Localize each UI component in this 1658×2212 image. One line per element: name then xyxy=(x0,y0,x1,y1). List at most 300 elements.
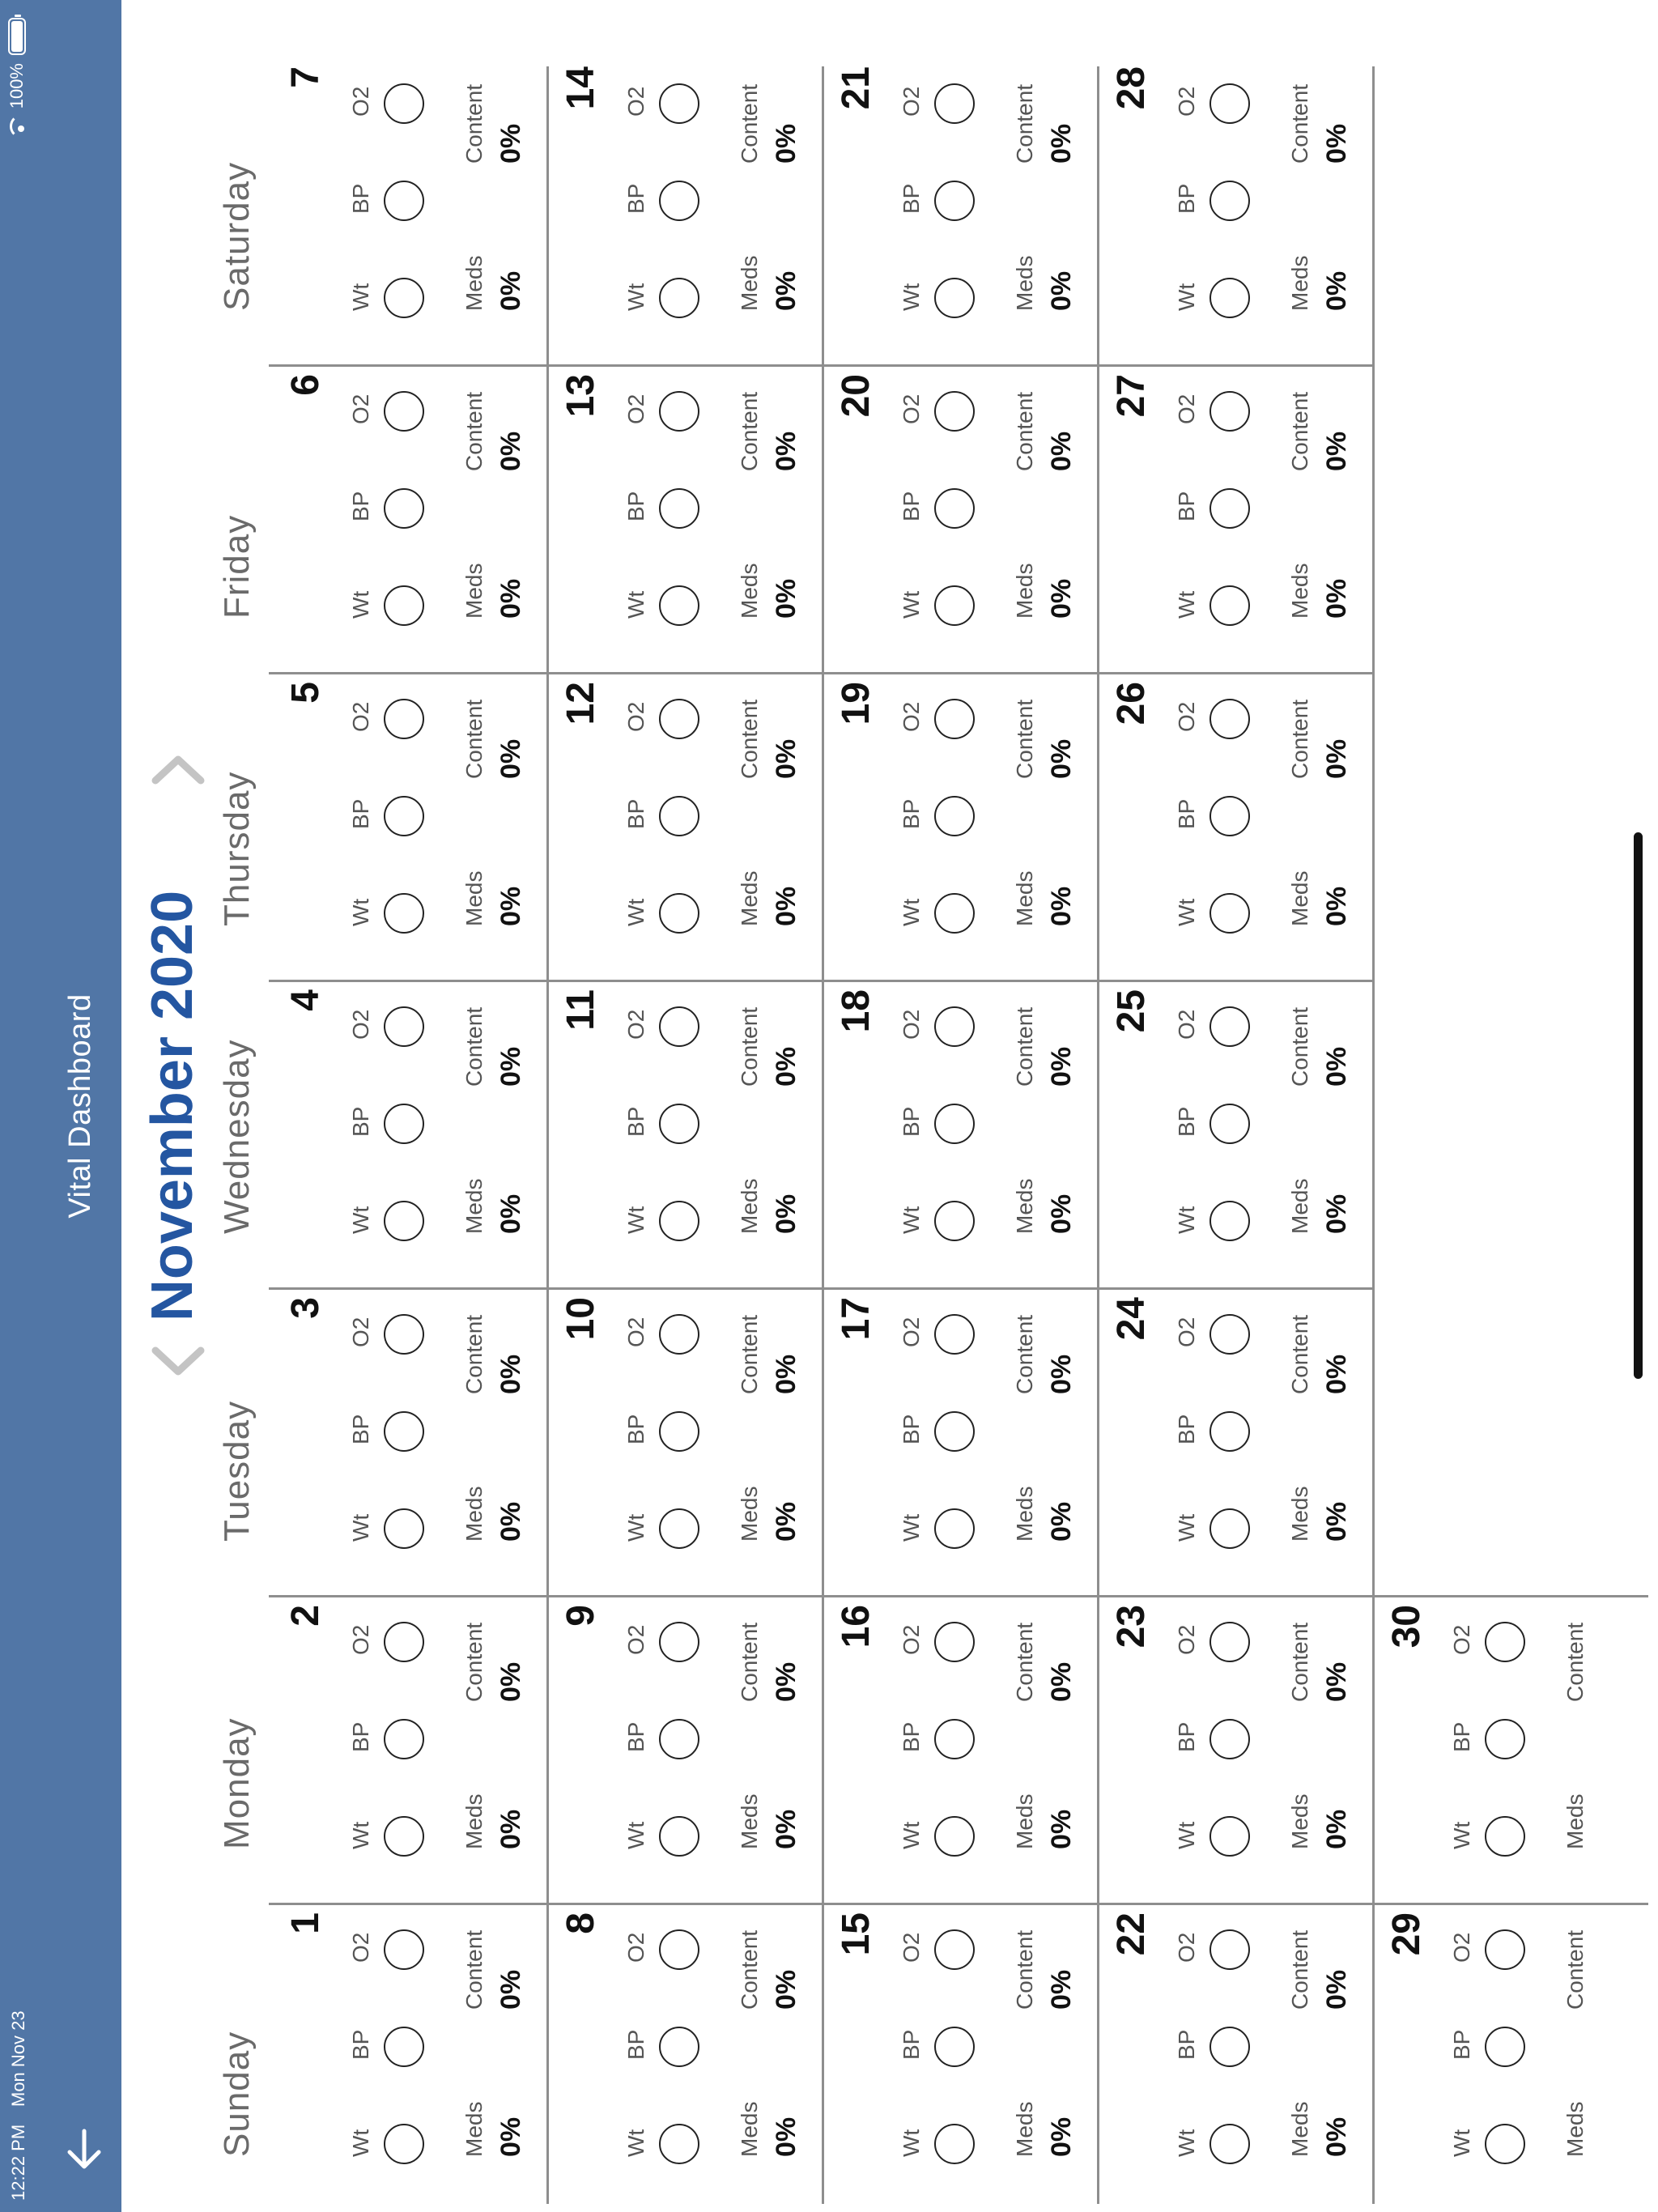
metric-label-o2: O2 xyxy=(348,701,373,732)
metric-circle-o2[interactable] xyxy=(384,1006,424,1047)
meds-percent: 0% xyxy=(495,1193,526,1234)
metric-circle-bp[interactable] xyxy=(384,796,424,836)
metric-circle-o2[interactable] xyxy=(934,699,975,739)
day-cell[interactable] xyxy=(547,674,823,981)
metric-label-bp: BP xyxy=(899,1721,924,1752)
metric-circle-wt[interactable] xyxy=(659,1816,699,1857)
day-cell[interactable] xyxy=(547,981,823,1289)
day-number: 18 xyxy=(835,989,878,1033)
day-cell[interactable] xyxy=(1098,58,1373,366)
content-percent: 0% xyxy=(1046,123,1077,164)
metric-circle-bp[interactable] xyxy=(1209,1104,1250,1144)
content-label: Content xyxy=(1562,1622,1588,1702)
metric-label-bp: BP xyxy=(623,1414,648,1444)
previous-month-button[interactable] xyxy=(146,1338,210,1386)
meds-percent: 0% xyxy=(1321,886,1352,926)
meds-label: Meds xyxy=(461,1486,487,1542)
day-cell[interactable] xyxy=(547,1289,823,1597)
metric-label-wt: Wt xyxy=(899,1206,924,1234)
day-cell[interactable] xyxy=(1098,1597,1373,1904)
metric-label-wt: Wt xyxy=(348,283,373,311)
metric-circle-wt[interactable] xyxy=(934,893,975,934)
metric-circle-o2[interactable] xyxy=(659,391,699,432)
day-number: 29 xyxy=(1385,1912,1428,1956)
metric-circle-wt[interactable] xyxy=(659,278,699,318)
meds-label: Meds xyxy=(737,1178,762,1234)
metric-label-bp: BP xyxy=(1174,183,1199,214)
meds-label: Meds xyxy=(737,1486,762,1542)
meds-label: Meds xyxy=(461,1793,487,1849)
metric-circle-bp[interactable] xyxy=(384,1719,424,1759)
metric-label-o2: O2 xyxy=(899,86,924,117)
metric-label-o2: O2 xyxy=(899,1624,924,1655)
day-cell[interactable] xyxy=(823,1904,1098,2212)
day-number: 3 xyxy=(284,1297,327,1319)
day-cell[interactable] xyxy=(547,1597,823,1904)
content-label: Content xyxy=(1287,83,1312,164)
day-cell[interactable] xyxy=(823,366,1098,674)
content-percent: 0% xyxy=(1046,1661,1077,1702)
content-percent: 0% xyxy=(495,1354,526,1394)
metric-circle-wt[interactable] xyxy=(1209,585,1250,626)
metric-circle-bp[interactable] xyxy=(934,1411,975,1452)
meds-percent: 0% xyxy=(771,1193,801,1234)
metric-label-o2: O2 xyxy=(348,1624,373,1655)
metric-circle-bp[interactable] xyxy=(659,1719,699,1759)
day-cell[interactable] xyxy=(1373,1597,1648,1904)
day-number: 6 xyxy=(284,374,327,396)
metric-circle-bp[interactable] xyxy=(384,488,424,529)
metric-circle-wt[interactable] xyxy=(384,1816,424,1857)
meds-label: Meds xyxy=(1012,1178,1037,1234)
day-number: 7 xyxy=(284,66,327,88)
meds-percent: 0% xyxy=(495,1809,526,1849)
metric-circle-o2[interactable] xyxy=(1485,1622,1525,1662)
metric-circle-bp[interactable] xyxy=(1209,181,1250,221)
metric-label-wt: Wt xyxy=(1174,590,1199,619)
meds-percent: 0% xyxy=(495,578,526,619)
metric-circle-wt[interactable] xyxy=(659,1201,699,1241)
month-header xyxy=(138,0,219,2212)
metric-circle-bp[interactable] xyxy=(384,1104,424,1144)
metric-label-o2: O2 xyxy=(1174,1932,1199,1963)
metric-label-o2: O2 xyxy=(899,701,924,732)
day-number: 13 xyxy=(559,374,602,418)
metric-circle-bp[interactable] xyxy=(659,181,699,221)
metric-label-wt: Wt xyxy=(623,898,648,926)
metric-circle-o2[interactable] xyxy=(659,1314,699,1355)
metric-circle-wt[interactable] xyxy=(1209,278,1250,318)
metric-circle-wt[interactable] xyxy=(934,2124,975,2164)
metric-circle-o2[interactable] xyxy=(384,699,424,739)
metric-circle-o2[interactable] xyxy=(384,391,424,432)
metric-circle-bp[interactable] xyxy=(934,488,975,529)
content-label: Content xyxy=(461,1929,487,2010)
content-percent: 0% xyxy=(1321,1046,1352,1087)
metric-label-bp: BP xyxy=(1174,1414,1199,1444)
metric-label-bp: BP xyxy=(899,1106,924,1137)
metric-circle-bp[interactable] xyxy=(934,181,975,221)
metric-label-wt: Wt xyxy=(899,1513,924,1542)
content-percent: 0% xyxy=(495,1969,526,2010)
metric-circle-bp[interactable] xyxy=(1485,2027,1525,2067)
meds-label: Meds xyxy=(737,870,762,926)
metric-circle-wt[interactable] xyxy=(384,278,424,318)
metric-circle-o2[interactable] xyxy=(934,1314,975,1355)
metric-circle-wt[interactable] xyxy=(1485,1816,1525,1857)
day-number: 24 xyxy=(1110,1297,1153,1341)
metric-circle-o2[interactable] xyxy=(1209,1929,1250,1970)
meds-percent: 0% xyxy=(495,1501,526,1542)
metric-circle-o2[interactable] xyxy=(1209,391,1250,432)
meds-label: Meds xyxy=(461,255,487,311)
metric-label-bp: BP xyxy=(1174,1106,1199,1137)
metric-circle-o2[interactable] xyxy=(384,1622,424,1662)
meds-percent: 0% xyxy=(771,2116,801,2157)
meds-percent: 0% xyxy=(1046,1193,1077,1234)
metric-circle-wt[interactable] xyxy=(384,585,424,626)
wifi-icon xyxy=(8,117,26,141)
metric-circle-bp[interactable] xyxy=(1209,488,1250,529)
metric-label-wt: Wt xyxy=(623,1821,648,1849)
metric-circle-bp[interactable] xyxy=(384,2027,424,2067)
meds-label: Meds xyxy=(737,1793,762,1849)
meds-percent: 0% xyxy=(1321,1809,1352,1849)
metric-label-wt: Wt xyxy=(623,2129,648,2157)
day-number: 11 xyxy=(559,989,602,1031)
metric-label-wt: Wt xyxy=(348,1206,373,1234)
day-number: 15 xyxy=(835,1912,878,1956)
metric-circle-bp[interactable] xyxy=(1209,1411,1250,1452)
metric-label-wt: Wt xyxy=(348,1513,373,1542)
day-cell[interactable] xyxy=(272,1289,547,1597)
content-percent: 0% xyxy=(495,738,526,779)
content-label: Content xyxy=(1287,391,1312,471)
metric-label-bp: BP xyxy=(348,1721,373,1752)
metric-label-wt: Wt xyxy=(348,898,373,926)
metric-circle-o2[interactable] xyxy=(1209,83,1250,124)
metric-circle-wt[interactable] xyxy=(384,1508,424,1549)
metric-circle-o2[interactable] xyxy=(659,1006,699,1047)
metric-circle-bp[interactable] xyxy=(659,1411,699,1452)
day-number: 2 xyxy=(284,1605,327,1627)
metric-circle-wt[interactable] xyxy=(934,1201,975,1241)
day-cell[interactable] xyxy=(547,366,823,674)
metric-circle-o2[interactable] xyxy=(1209,1314,1250,1355)
day-cell[interactable] xyxy=(547,1904,823,2212)
day-cell[interactable] xyxy=(823,1289,1098,1597)
meds-percent: 0% xyxy=(1321,1501,1352,1542)
metric-circle-bp[interactable] xyxy=(384,181,424,221)
meds-percent: 0% xyxy=(1046,1501,1077,1542)
meds-percent: 0% xyxy=(1046,270,1077,311)
content-percent: 0% xyxy=(1046,431,1077,471)
day-number: 5 xyxy=(284,682,327,704)
weekday-monday: Monday xyxy=(217,1717,257,1849)
metric-label-bp: BP xyxy=(899,491,924,521)
metric-label-bp: BP xyxy=(899,798,924,829)
metric-circle-o2[interactable] xyxy=(1485,1929,1525,1970)
content-percent: 0% xyxy=(495,123,526,164)
metric-circle-wt[interactable] xyxy=(1209,1508,1250,1549)
status-time: 12:22 PM xyxy=(8,2124,28,2201)
day-cell[interactable] xyxy=(272,366,547,674)
metric-circle-wt[interactable] xyxy=(934,1508,975,1549)
metric-label-o2: O2 xyxy=(899,393,924,424)
metric-circle-o2[interactable] xyxy=(659,699,699,739)
metric-circle-bp[interactable] xyxy=(384,1411,424,1452)
day-cell[interactable] xyxy=(823,674,1098,981)
meds-label: Meds xyxy=(461,870,487,926)
day-cell[interactable] xyxy=(1098,981,1373,1289)
day-cell[interactable] xyxy=(272,674,547,981)
metric-circle-o2[interactable] xyxy=(1209,1006,1250,1047)
day-number: 14 xyxy=(559,66,602,110)
metric-circle-o2[interactable] xyxy=(934,1006,975,1047)
home-indicator xyxy=(1634,832,1643,1379)
meds-percent: 0% xyxy=(495,886,526,926)
meds-percent: 0% xyxy=(1321,1193,1352,1234)
day-cell[interactable] xyxy=(1098,366,1373,674)
meds-label: Meds xyxy=(1562,1793,1588,1849)
metric-label-wt: Wt xyxy=(1174,1513,1199,1542)
metric-circle-bp[interactable] xyxy=(1209,796,1250,836)
day-cell[interactable] xyxy=(823,1597,1098,1904)
metric-label-o2: O2 xyxy=(899,1932,924,1963)
content-percent: 0% xyxy=(1046,738,1077,779)
day-number: 21 xyxy=(835,66,878,110)
metric-circle-o2[interactable] xyxy=(934,83,975,124)
metric-circle-o2[interactable] xyxy=(934,1929,975,1970)
meds-percent: 0% xyxy=(1046,2116,1077,2157)
day-cell[interactable] xyxy=(272,1904,547,2212)
meds-percent: 0% xyxy=(1321,2116,1352,2157)
content-percent: 0% xyxy=(1321,1661,1352,1702)
metric-label-bp: BP xyxy=(1449,1721,1474,1752)
meds-label: Meds xyxy=(737,255,762,311)
metric-circle-bp[interactable] xyxy=(659,2027,699,2067)
metric-label-bp: BP xyxy=(899,1414,924,1444)
metric-circle-wt[interactable] xyxy=(934,278,975,318)
metric-circle-wt[interactable] xyxy=(1209,1201,1250,1241)
meds-label: Meds xyxy=(1012,2101,1037,2157)
metric-circle-o2[interactable] xyxy=(1209,699,1250,739)
metric-circle-wt[interactable] xyxy=(659,2124,699,2164)
meds-label: Meds xyxy=(1012,1793,1037,1849)
meds-percent: 0% xyxy=(771,1809,801,1849)
metric-circle-bp[interactable] xyxy=(934,2027,975,2067)
content-label: Content xyxy=(737,1929,762,2010)
metric-label-wt: Wt xyxy=(1174,1206,1199,1234)
content-label: Content xyxy=(1012,391,1037,471)
weekday-thursday: Thursday xyxy=(217,771,257,926)
metric-circle-wt[interactable] xyxy=(934,585,975,626)
content-percent: 0% xyxy=(771,431,801,471)
day-cell[interactable] xyxy=(1373,1904,1648,2212)
metric-label-o2: O2 xyxy=(1174,1624,1199,1655)
meds-label: Meds xyxy=(461,563,487,619)
battery-icon xyxy=(8,18,26,55)
metric-circle-wt[interactable] xyxy=(659,585,699,626)
day-number: 30 xyxy=(1385,1605,1428,1648)
meds-percent: 0% xyxy=(771,1501,801,1542)
meds-label: Meds xyxy=(1012,1486,1037,1542)
day-cell[interactable] xyxy=(1098,1289,1373,1597)
content-percent: 0% xyxy=(771,1969,801,2010)
day-number: 17 xyxy=(835,1297,878,1341)
day-cell[interactable] xyxy=(272,58,547,366)
day-cell[interactable] xyxy=(272,1597,547,1904)
metric-label-bp: BP xyxy=(1174,798,1199,829)
metric-circle-bp[interactable] xyxy=(1209,1719,1250,1759)
metric-circle-wt[interactable] xyxy=(384,1201,424,1241)
day-number: 9 xyxy=(559,1605,602,1627)
metric-circle-bp[interactable] xyxy=(1485,1719,1525,1759)
metric-label-o2: O2 xyxy=(899,1009,924,1040)
content-percent: 0% xyxy=(1046,1046,1077,1087)
content-percent: 0% xyxy=(1321,1354,1352,1394)
metric-circle-o2[interactable] xyxy=(1209,1622,1250,1662)
metric-circle-wt[interactable] xyxy=(934,1816,975,1857)
metric-label-bp: BP xyxy=(623,491,648,521)
metric-label-bp: BP xyxy=(1174,1721,1199,1752)
day-number: 16 xyxy=(835,1605,878,1648)
metric-circle-bp[interactable] xyxy=(934,1719,975,1759)
metric-circle-wt[interactable] xyxy=(659,893,699,934)
day-number: 22 xyxy=(1110,1912,1153,1956)
content-label: Content xyxy=(1012,699,1037,779)
metric-label-o2: O2 xyxy=(348,1317,373,1347)
metric-label-o2: O2 xyxy=(348,1932,373,1963)
meds-label: Meds xyxy=(1287,2101,1312,2157)
metric-label-o2: O2 xyxy=(348,1009,373,1040)
day-cell[interactable] xyxy=(272,981,547,1289)
metric-circle-wt[interactable] xyxy=(1485,2124,1525,2164)
chevron-right-icon xyxy=(146,745,210,793)
metric-label-wt: Wt xyxy=(623,590,648,619)
metric-label-wt: Wt xyxy=(623,283,648,311)
metric-circle-bp[interactable] xyxy=(659,796,699,836)
day-cell[interactable] xyxy=(823,58,1098,366)
metric-label-bp: BP xyxy=(348,183,373,214)
metric-circle-wt[interactable] xyxy=(1209,2124,1250,2164)
metric-circle-o2[interactable] xyxy=(659,1622,699,1662)
metric-circle-o2[interactable] xyxy=(934,1622,975,1662)
content-label: Content xyxy=(737,1314,762,1394)
meds-percent: 0% xyxy=(771,270,801,311)
next-month-button[interactable] xyxy=(146,745,210,793)
day-number: 28 xyxy=(1110,66,1153,110)
day-cell[interactable] xyxy=(823,981,1098,1289)
metric-label-bp: BP xyxy=(623,798,648,829)
content-percent: 0% xyxy=(495,1046,526,1087)
status-date: Mon Nov 23 xyxy=(8,2010,28,2107)
metric-circle-bp[interactable] xyxy=(1209,2027,1250,2067)
metric-label-wt: Wt xyxy=(1174,898,1199,926)
metric-label-wt: Wt xyxy=(1174,1821,1199,1849)
metric-label-o2: O2 xyxy=(623,1624,648,1655)
metric-label-wt: Wt xyxy=(623,1206,648,1234)
day-cell[interactable] xyxy=(547,58,823,366)
content-label: Content xyxy=(1287,699,1312,779)
day-cell[interactable] xyxy=(1098,674,1373,981)
metric-label-wt: Wt xyxy=(899,283,924,311)
meds-percent: 0% xyxy=(1046,1809,1077,1849)
metric-circle-bp[interactable] xyxy=(659,488,699,529)
day-number: 27 xyxy=(1110,374,1153,418)
metric-label-o2: O2 xyxy=(1174,701,1199,732)
metric-label-bp: BP xyxy=(348,1414,373,1444)
metric-circle-o2[interactable] xyxy=(384,1314,424,1355)
weekday-friday: Friday xyxy=(217,514,257,619)
metric-circle-wt[interactable] xyxy=(1209,893,1250,934)
content-label: Content xyxy=(461,1622,487,1702)
metric-label-o2: O2 xyxy=(623,393,648,424)
metric-label-bp: BP xyxy=(623,183,648,214)
metric-label-o2: O2 xyxy=(623,1317,648,1347)
day-number: 20 xyxy=(835,374,878,418)
metric-label-o2: O2 xyxy=(1174,393,1199,424)
content-label: Content xyxy=(1012,1929,1037,2010)
metric-circle-wt[interactable] xyxy=(659,1508,699,1549)
content-label: Content xyxy=(1012,83,1037,164)
metric-label-o2: O2 xyxy=(348,86,373,117)
metric-label-o2: O2 xyxy=(1449,1624,1474,1655)
meds-label: Meds xyxy=(1287,1178,1312,1234)
metric-label-wt: Wt xyxy=(899,590,924,619)
content-percent: 0% xyxy=(1321,123,1352,164)
metric-circle-bp[interactable] xyxy=(659,1104,699,1144)
day-number: 10 xyxy=(559,1297,602,1341)
content-percent: 0% xyxy=(771,123,801,164)
metric-circle-o2[interactable] xyxy=(659,83,699,124)
content-percent: 0% xyxy=(495,1661,526,1702)
meds-label: Meds xyxy=(1562,2101,1588,2157)
metric-label-o2: O2 xyxy=(348,393,373,424)
metric-circle-o2[interactable] xyxy=(934,391,975,432)
metric-label-bp: BP xyxy=(899,183,924,214)
metric-circle-o2[interactable] xyxy=(384,83,424,124)
metric-circle-o2[interactable] xyxy=(384,1929,424,1970)
content-label: Content xyxy=(461,391,487,471)
meds-percent: 0% xyxy=(771,886,801,926)
metric-label-wt: Wt xyxy=(1449,2129,1474,2157)
content-label: Content xyxy=(737,699,762,779)
metric-circle-wt[interactable] xyxy=(384,2124,424,2164)
metric-circle-bp[interactable] xyxy=(934,1104,975,1144)
meds-percent: 0% xyxy=(495,270,526,311)
content-percent: 0% xyxy=(1046,1969,1077,2010)
metric-circle-o2[interactable] xyxy=(659,1929,699,1970)
metric-label-bp: BP xyxy=(623,1106,648,1137)
meds-label: Meds xyxy=(1287,563,1312,619)
meds-label: Meds xyxy=(737,2101,762,2157)
metric-label-o2: O2 xyxy=(623,1009,648,1040)
content-label: Content xyxy=(1562,1929,1588,2010)
metric-circle-wt[interactable] xyxy=(384,893,424,934)
metric-circle-bp[interactable] xyxy=(934,796,975,836)
metric-circle-wt[interactable] xyxy=(1209,1816,1250,1857)
meds-label: Meds xyxy=(461,1178,487,1234)
status-indicators xyxy=(6,18,28,141)
day-number: 4 xyxy=(284,989,327,1011)
content-percent: 0% xyxy=(1046,1354,1077,1394)
metric-label-wt: Wt xyxy=(348,1821,373,1849)
meds-label: Meds xyxy=(1287,1486,1312,1542)
metric-label-o2: O2 xyxy=(1174,1317,1199,1347)
day-cell[interactable] xyxy=(1098,1904,1373,2212)
content-percent: 0% xyxy=(771,1661,801,1702)
